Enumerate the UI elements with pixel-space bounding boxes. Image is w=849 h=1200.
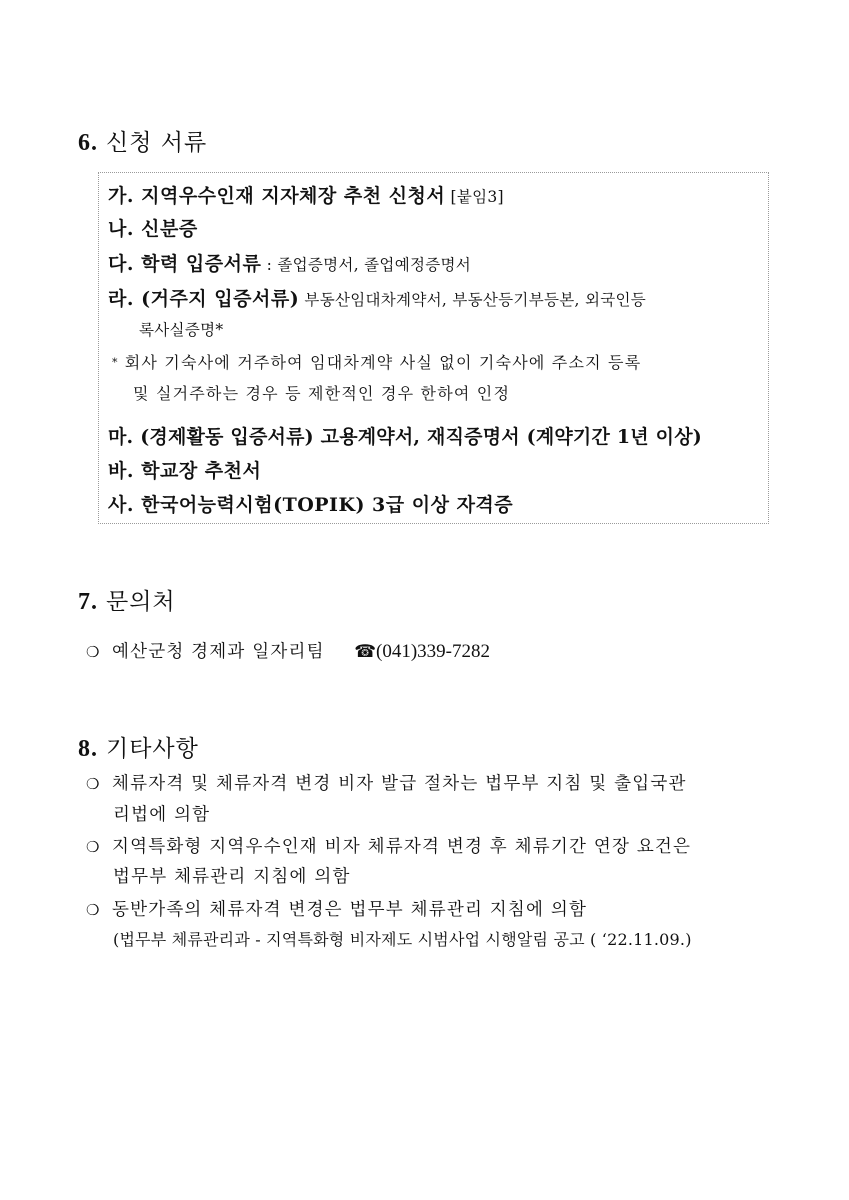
item-text: 학력 입증서류 [141, 253, 262, 275]
notice-item-2 [86, 833, 691, 858]
item-marker: 사. [108, 494, 134, 516]
notice-item-1 [86, 770, 687, 795]
item-text: 학교장 추천서 [141, 460, 262, 482]
section-title: 문의처 [106, 589, 176, 615]
residence-note [112, 350, 641, 373]
item-marker: 마. [108, 426, 134, 448]
notice-line-1: 동반가족의 체류자격 변경은 법무부 체류관리 지침에 의함 [112, 900, 588, 920]
contact-line [86, 638, 490, 663]
document-item-sa [108, 490, 513, 517]
section-8-heading [78, 730, 199, 763]
item-suffix: : 졸업증명서, 졸업예정증명서 [261, 256, 472, 274]
section-number: 8. [78, 736, 98, 762]
notice-item-1-line-2: 리법에 의함 [113, 805, 211, 825]
phone-icon: ☎ [354, 641, 377, 661]
circle-bullet-icon: ❍ [86, 838, 101, 856]
item-text: (거주지 입증서류) [141, 288, 300, 310]
document-item-ba [108, 456, 261, 483]
notice-item-2-line-2: 법무부 체류관리 지침에 의함 [113, 867, 351, 887]
section-number: 6. [78, 130, 98, 156]
item-text: 지역우수인재 지자체장 추천 신청서 [141, 185, 446, 207]
section-title: 기타사항 [106, 736, 199, 762]
document-item-ra-continuation: 록사실증명* [139, 321, 224, 339]
note-line-1: 회사 기숙사에 거주하여 임대차계약 사실 없이 기숙사에 주소지 등록 [124, 353, 642, 372]
contact-phone: (041)339-7282 [376, 641, 491, 662]
item-text: (경제활동 입증서류) 고용계약서, 재직증명서 (계약기간 1년 이상) [140, 426, 702, 448]
notice-line-1: 지역특화형 지역우수인재 비자 체류자격 변경 후 체류기간 연장 요건은 [112, 837, 692, 857]
document-item-ma [108, 422, 702, 449]
item-suffix: 부동산임대차계약서, 부동산등기부등본, 외국인등 [299, 291, 647, 309]
section-title: 신청 서류 [106, 130, 208, 156]
residence-note-line-2: 및 실거주하는 경우 등 제한적인 경우 한하여 인정 [133, 384, 511, 403]
item-text: 신분증 [141, 218, 198, 240]
item-marker: 가. [108, 185, 134, 207]
circle-bullet-icon: ❍ [86, 901, 101, 919]
section-number: 7. [78, 589, 98, 615]
item-marker: 바. [108, 460, 134, 482]
note-marker: * [112, 356, 119, 369]
item-text: 한국어능력시험(TOPIK) 3급 이상 자격증 [141, 494, 514, 516]
item-marker: 라. [108, 288, 134, 310]
notice-line-1: 체류자격 및 체류자격 변경 비자 발급 절차는 법무부 지침 및 출입국관 [112, 774, 687, 794]
circle-bullet-icon: ❍ [86, 643, 101, 661]
notice-item-3-reference: (법무부 체류관리과 - 지역특화형 비자제도 시범사업 시행알림 공고 ( ‘22.11.09.) [113, 930, 692, 949]
item-suffix: [붙임3] [445, 188, 504, 206]
document-item-da [108, 249, 471, 276]
item-marker: 나. [108, 218, 134, 240]
document-item-na [108, 214, 198, 241]
notice-item-3 [86, 896, 587, 921]
item-marker: 다. [108, 253, 134, 275]
contact-office: 예산군청 경제과 일자리팀 [112, 642, 325, 662]
circle-bullet-icon: ❍ [86, 775, 101, 793]
document-item-ga [108, 181, 504, 208]
section-7-heading [78, 583, 176, 616]
document-item-ra [108, 284, 646, 311]
section-6-heading [78, 124, 207, 157]
